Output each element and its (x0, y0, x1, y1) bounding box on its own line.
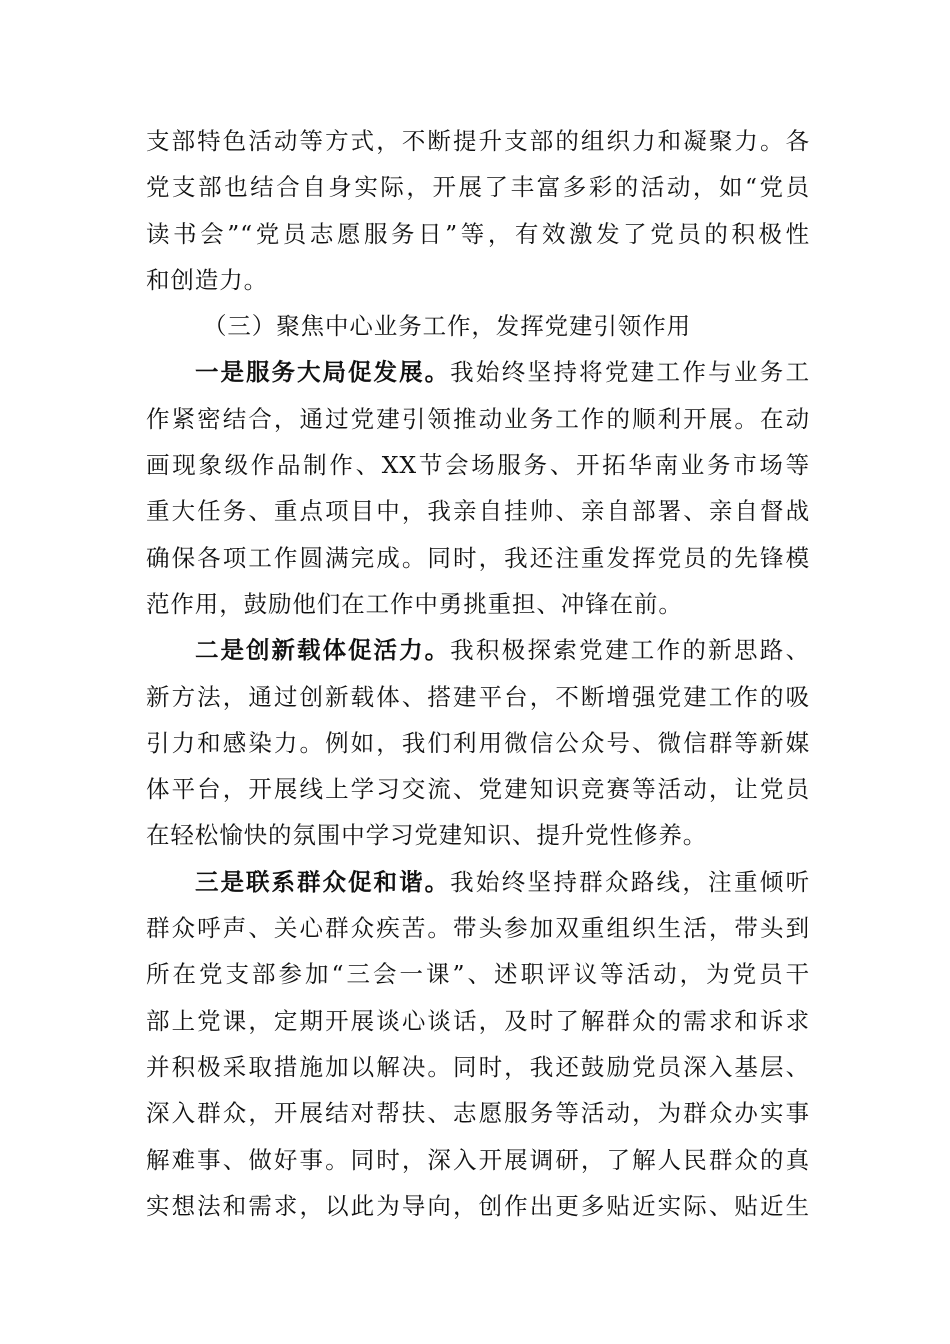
paragraph-innovate-carrier (146, 627, 810, 858)
text-line: 画现象级作品制作、XX节会场服务、开拓华南业务市场等 (146, 451, 810, 480)
text-line: 并积极采取措施加以解决。同时，我还鼓励党员深入基层、 (146, 1052, 810, 1081)
text-line: 支部特色活动等方式，不断提升支部的组织力和凝聚力。各 (146, 127, 810, 155)
paragraph-contact-masses (146, 859, 810, 1229)
paragraph-first-rest: 我始终坚持群众路线，注重倾听 (450, 867, 810, 896)
text-line: 和创造力。 (146, 265, 268, 294)
text-line: 部上党课，定期开展谈心谈话，及时了解群众的需求和诉求 (146, 1006, 810, 1035)
text-line: 重大任务、重点项目中，我亲自挂帅、亲自部署、亲自督战 (146, 497, 810, 526)
text-line: 深入群众，开展结对帮扶、志愿服务等活动，为群众办实事 (146, 1099, 810, 1128)
text-line: 作紧密结合，通过党建引领推动业务工作的顺利开展。在动 (146, 404, 810, 433)
paragraph-continuation (146, 118, 810, 303)
paragraph-serve-overall (146, 349, 810, 627)
paragraph-first-line (146, 627, 810, 673)
paragraph-lead: 一是服务大局促发展。 (195, 358, 451, 387)
paragraph-first-rest: 我始终坚持将党建工作与业务工 (450, 358, 810, 387)
text-line: 所在党支部参加“三会一课”、述职评议等活动，为党员干 (146, 960, 810, 989)
text-line: 在轻松愉快的氛围中学习党建知识、提升党性修养。 (146, 821, 708, 850)
text-line: 确保各项工作圆满完成。同时，我还注重发挥党员的先锋模 (146, 543, 810, 572)
paragraph-first-line (146, 349, 810, 395)
text-line: 实想法和需求，以此为导向，创作出更多贴近实际、贴近生 (146, 1191, 810, 1220)
text-line: 解难事、做好事。同时，深入开展调研，了解人民群众的真 (146, 1145, 810, 1174)
paragraph-lead: 二是创新载体促活力。 (195, 636, 451, 665)
text-line: 党支部也结合自身实际，开展了丰富多彩的活动，如“党员 (146, 173, 810, 202)
text-line: 新方法，通过创新载体、搭建平台，不断增强党建工作的吸 (146, 682, 810, 711)
section-heading: （三）聚焦中心业务工作，发挥党建引领作用 (203, 312, 691, 341)
text-line: 范作用，鼓励他们在工作中勇挑重担、冲锋在前。 (146, 589, 683, 618)
document-body (146, 118, 810, 1229)
paragraph-first-rest: 我积极探索党建工作的新思路、 (450, 636, 810, 665)
paragraph-first-line (146, 859, 810, 905)
text-line: 群众呼声、关心群众疾苦。带头参加双重组织生活，带头到 (146, 914, 810, 943)
text-line: 读书会”“党员志愿服务日”等，有效激发了党员的积极性 (146, 219, 810, 248)
text-line: 引力和感染力。例如，我们利用微信公众号、微信群等新媒 (146, 728, 810, 757)
paragraph-lead: 三是联系群众促和谐。 (195, 867, 451, 896)
text-line: 体平台，开展线上学习交流、党建知识竞赛等活动，让党员 (146, 775, 810, 804)
